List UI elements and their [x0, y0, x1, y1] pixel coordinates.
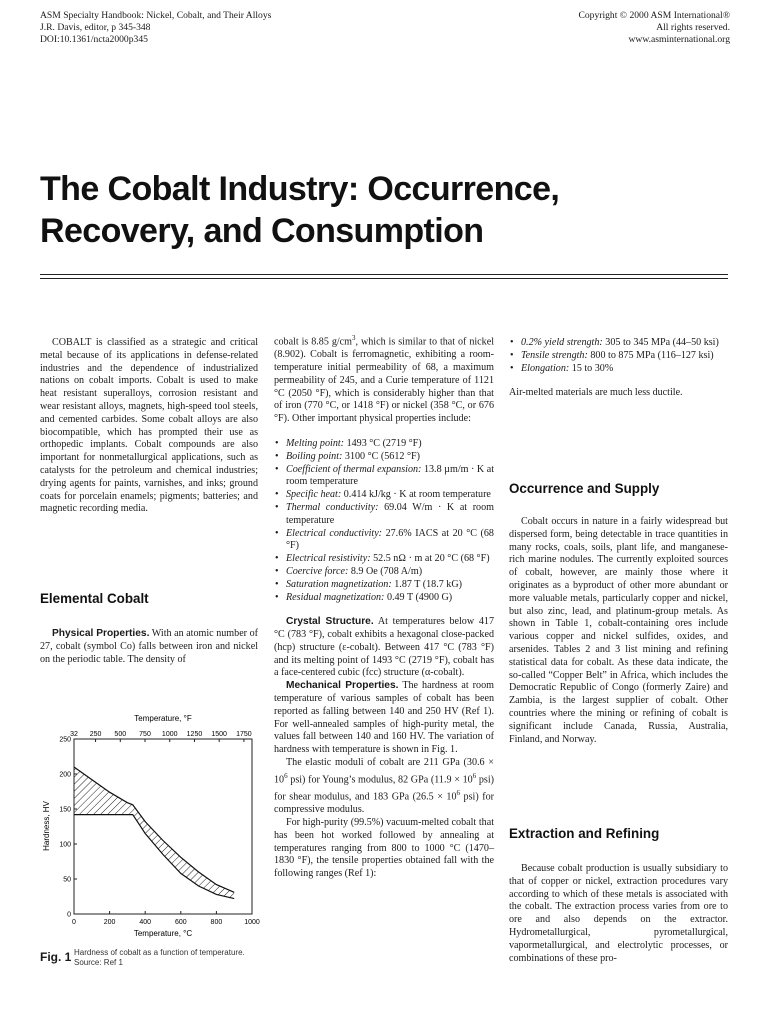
- y-axis-label: Hardness, HV: [42, 801, 51, 851]
- x-tick-label: 1000: [244, 919, 260, 926]
- y-tick-label: 200: [59, 771, 71, 779]
- property-label: Specific heat:: [286, 489, 342, 501]
- column-3: [509, 337, 728, 400]
- property-label: Electrical conductivity:: [286, 527, 383, 539]
- density-superscript: 3: [352, 334, 356, 342]
- x2-tick-label: 1750: [236, 731, 252, 738]
- property-label: Residual magnetization:: [286, 591, 385, 603]
- header-doi: DOI:10.1361/ncta2000p345: [40, 33, 148, 45]
- crystal-structure-paragraph: [274, 616, 494, 680]
- x2-tick-label: 1500: [211, 731, 227, 738]
- elastic-text-a: The elastic moduli of cobalt are 211 GPa (30.6 × 10: [274, 757, 494, 786]
- article-title: [40, 168, 740, 252]
- mechanical-properties-text: The hardness at room temperature of various samples of cobalt has been reported as falling between 140 and 250 HV (Ref 1). For well-annealed samples of high-purity metal, the values fall between 140 and 160 HV. The variation of hardness with temperature is shown in Fig. 1.: [274, 680, 494, 756]
- elastic-text-d: psi) for compressive modulus.: [274, 791, 494, 816]
- x2-tick-label: 1250: [186, 731, 203, 738]
- x2-tick-label: 1000: [161, 731, 178, 738]
- property-item: [274, 592, 494, 605]
- crystal-structure-text: At temperatures below 417 °C (783 °F), cobalt exhibits a hexagonal close-packed (hcp) structure (ε-cobalt). Between 417 °C (783 °F) and its melting point of 1493 °C (2719 °F), cobalt has a face-centered cubic (fcc) structure (α-cobalt).: [274, 616, 494, 679]
- x-tick-label: 800: [210, 919, 223, 926]
- column-2: [274, 332, 494, 881]
- density-text-a: cobalt is 8.85 g/cm: [274, 336, 353, 348]
- property-item: [274, 528, 494, 554]
- tensile-property-label: 0.2% yield strength:: [521, 337, 603, 348]
- property-item: [274, 502, 494, 528]
- mechanical-properties-paragraph: [274, 680, 494, 757]
- tensile-property-value: 15 to 30%: [571, 362, 614, 374]
- tensile-property-item: [509, 337, 728, 350]
- property-value: 8.9 Oe (708 A/m): [350, 565, 423, 577]
- header-copyright: Copyright © 2000 ASM International®: [578, 10, 730, 21]
- title-rule-top: [40, 274, 728, 275]
- header-book-title: ASM Specialty Handbook: Nickel, Cobalt, and Their Alloys: [40, 10, 272, 21]
- figure-caption-source: Source: Ref 1: [74, 958, 123, 967]
- air-melted-note: Air-melted materials are much less ductile.: [509, 387, 683, 399]
- physical-properties-list: [274, 438, 494, 604]
- tensile-property-label: Tensile strength:: [521, 349, 588, 361]
- x2-tick-label: 32: [70, 731, 78, 738]
- x-tick-label: 400: [139, 919, 152, 926]
- property-label: Thermal conductivity:: [286, 501, 379, 513]
- exponent-3: 6: [456, 789, 461, 798]
- property-label: Boiling point:: [286, 450, 343, 462]
- y-tick-label: 0: [67, 911, 71, 919]
- figure-caption-text: Hardness of cobalt as a function of temperature.: [74, 948, 245, 957]
- x-tick-label: 0: [72, 919, 76, 926]
- property-value: 0.49 T (4900 G): [386, 591, 453, 603]
- y-tick-label: 50: [63, 876, 71, 884]
- occurrence-paragraph-block: [509, 516, 728, 746]
- running-header-right: [578, 10, 730, 45]
- title-rule-bottom: [40, 278, 728, 279]
- elastic-moduli-paragraph: [274, 757, 494, 817]
- figure-caption: [74, 948, 264, 968]
- property-value: 1493 °C (2719 °F): [346, 437, 422, 449]
- header-editor: J.R. Davis, editor, p 345-348: [40, 21, 151, 33]
- tensile-properties-list: [509, 337, 728, 375]
- physical-properties-text: With an atomic number of 27, cobalt (symbol Co) falls between iron and nickel on the periodic table. The density of: [40, 628, 258, 665]
- tensile-property-item: [509, 350, 728, 363]
- property-label: Coefficient of thermal expansion:: [286, 463, 422, 475]
- x2-tick-label: 250: [89, 731, 102, 738]
- article-title-line-1: The Cobalt Industry: Occurrence,: [40, 170, 560, 208]
- property-item: [274, 579, 494, 592]
- exponent-2: 6: [472, 771, 477, 780]
- extraction-paragraph-block: [509, 863, 728, 965]
- crystal-structure-runin: Crystal Structure.: [286, 616, 374, 628]
- figure-number: Fig. 1: [40, 950, 72, 964]
- property-label: Saturation magnetization:: [286, 578, 392, 590]
- occurrence-paragraph: Cobalt occurs in nature in a fairly widespread but dispersed form, being detectable in trace quantities in many rocks, coals, soils, plant life, and manganese-rich marine nodules. The currently exploited sources of cobalt, however, are mainly those where it originates as a byproduct of other more abundant or more valuable metals, particularly copper and nickel, but also zinc, lead, and platinum-group metals. As shown in Table 1, cobalt-containing ores include various copper and nickel sulfides, oxides, and arsenides. Tables 2 and 3 list mining and refining statistical data for cobalt. As these data indicate, the so-called “Copper Belt” in Africa, which includes the Democratic Republic of Congo (formerly Zaire) and Zambia, is the largest supplier of cobalt. Other countries where the mining or refining of cobalt is significant include Canada, Russia, Australia, Finland, and Norway.: [509, 516, 728, 745]
- tensile-property-value: 800 to 875 MPa (116–127 ksi): [590, 349, 714, 361]
- property-value: 27.6% IACS at 20 °C (68 °F): [286, 527, 494, 552]
- exponent-1: 6: [284, 771, 288, 780]
- property-item: [274, 553, 494, 566]
- x2-axis-label: Temperature, °F: [134, 714, 192, 723]
- property-value: 52.5 nΩ · m at 20 °C (68 °F): [373, 553, 490, 565]
- physical-properties-paragraph: [40, 628, 258, 666]
- tensile-property-value: 305 to 345 MPa (44–50 ksi): [605, 337, 719, 348]
- property-value: 1.87 T (18.7 kG): [394, 578, 463, 590]
- property-label: Electrical resistivity:: [286, 553, 371, 565]
- x2-tick-label: 500: [114, 731, 127, 738]
- property-label: Melting point:: [286, 437, 345, 449]
- tensile-property-label: Elongation:: [521, 362, 570, 374]
- y-tick-label: 250: [59, 736, 71, 744]
- x2-tick-label: 750: [139, 731, 151, 738]
- y-tick-label: 100: [59, 841, 71, 849]
- property-item: [274, 451, 494, 464]
- density-paragraph: [274, 332, 494, 426]
- property-item: [274, 464, 494, 490]
- density-text-b: , which is similar to that of nickel (8.902). Cobalt is ferromagnetic, exhibiting a room-temperature initial permeability of 68, a maximum permeability of 245, and a Curie temperature of 1121 °C (2050 °F), which is considerably higher than that of iron (770 °C, or 1418 °F) or nickel (358 °C, or 676 °F). Other important physical properties include:: [274, 336, 494, 425]
- property-value: 13.8 µm/m · K at room temperature: [286, 463, 494, 488]
- x-axis-label: Temperature, °C: [133, 929, 193, 938]
- property-item: [274, 438, 494, 451]
- elastic-text-c: psi) for shear modulus, and 183 GPa (26.5 × 10: [274, 774, 494, 803]
- hardness-band-fill: [74, 767, 234, 899]
- elastic-text-b: psi) for Young’s modulus, 82 GPa (11.9 × 10: [287, 774, 473, 786]
- hardness-chart: [40, 712, 272, 942]
- article-title-line-2: Recovery, and Consumption: [40, 212, 484, 250]
- header-rights: All rights reserved.: [656, 21, 730, 33]
- column-1: [40, 337, 258, 516]
- property-label: Coercive force:: [286, 565, 349, 577]
- property-value: 69.04 W/m · K at room temperature: [286, 501, 494, 526]
- section-heading-occurrence: Occurrence and Supply: [509, 481, 660, 496]
- tensile-property-item: [509, 363, 728, 376]
- y-tick-label: 150: [59, 806, 71, 814]
- section-heading-extraction: Extraction and Refining: [509, 826, 660, 841]
- property-value: 3100 °C (5612 °F): [344, 450, 420, 462]
- mechanical-properties-runin: Mechanical Properties.: [286, 680, 399, 692]
- tensile-intro-paragraph: For high-purity (99.5%) vacuum-melted cobalt that has been hot worked followed by annealing at temperatures ranging from 800 to 1000 °C (1470–1830 °F), the tensile properties obtained fall with the following ranges (Ref 1):: [274, 816, 494, 880]
- physical-properties-runin: Physical Properties.: [52, 628, 150, 639]
- property-item: [274, 566, 494, 579]
- plot-frame: [74, 739, 252, 914]
- x-tick-label: 200: [103, 919, 116, 926]
- header-url[interactable]: www.asminternational.org: [628, 33, 730, 45]
- running-header-left: [40, 10, 271, 45]
- intro-paragraph: COBALT is classified as a strategic and critical metal because of its applications in defense-related industries and the dependence of industrialized nations on cobalt imports. Cobalt is used to make heat resistant superalloys, corrosion resistant and wear resistant alloys, magnets, high-speed tool steels, and cemented carbides. Some cobalt alloys are also biocompatible, which has prompted their use as orthopedic implants. Cobalt compounds are also important for nonmetallurgical applications, such as catalysts for the petroleum and chemical industries; drying agents for paints, varnishes, and inks; ground coats for porcelain enamels; pigments; batteries; and magnetic recording media.: [40, 337, 258, 515]
- x-tick-label: 600: [174, 919, 187, 926]
- property-item: [274, 489, 494, 502]
- section-heading-elemental-cobalt: Elemental Cobalt: [40, 591, 149, 606]
- extraction-paragraph: Because cobalt production is usually subsidiary to that of copper or nickel, extraction procedures vary according to which of these metals is associated with the cobalt. The extraction process varies from ore to ore and also depends on the extractor. Hydrometallurgical, pyrometallurgical, vapormetallurgical, and electrolytic processes, or combinations of these pro-: [509, 863, 728, 964]
- property-value: 0.414 kJ/kg · K at room temperature: [343, 489, 491, 501]
